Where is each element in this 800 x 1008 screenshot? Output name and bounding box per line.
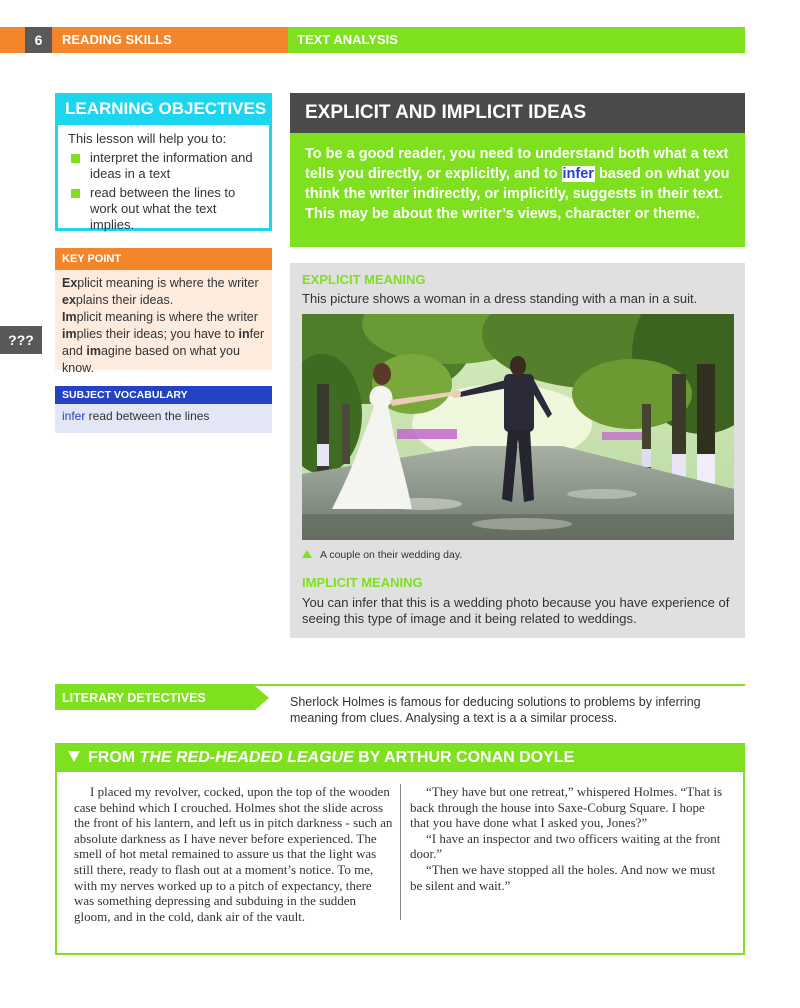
section-title: READING SKILLS xyxy=(52,27,288,53)
square-bullet-icon xyxy=(71,189,80,198)
vocabulary-term: infer xyxy=(62,409,86,423)
extract-column-right xyxy=(410,784,722,893)
learning-objectives-list xyxy=(68,150,259,233)
topic-title: TEXT ANALYSIS xyxy=(288,27,745,53)
explicit-meaning-text: This picture shows a woman in a dress standing with a man in a suit. xyxy=(302,291,698,306)
learning-objectives-box xyxy=(55,125,272,231)
photo-caption: A couple on their wedding day. xyxy=(302,549,462,561)
extract-column-left xyxy=(74,784,394,924)
explicit-implicit-heading: EXPLICIT AND IMPLICIT IDEAS xyxy=(290,93,745,133)
header-accent xyxy=(0,27,25,53)
column-divider xyxy=(400,784,401,920)
explicit-definition: Explicit meaning is where the writer explains their ideas. xyxy=(62,276,259,307)
infer-glossary-link[interactable]: infer xyxy=(562,166,594,182)
objective-item: interpret the information and ideas in a text xyxy=(68,150,259,182)
meaning-panel xyxy=(290,263,745,638)
implicit-meaning-heading: IMPLICIT MEANING xyxy=(302,575,423,590)
tab-arrow-icon xyxy=(255,686,269,710)
explicit-implicit-intro: To be a good reader, you need to understand both what a text tells you directly, or explicitly, and to infer based on what you think the writer indirectly, or implicitly, suggests in their text. This may be about the writer’s views, character or theme. xyxy=(290,133,745,247)
subject-vocabulary-box xyxy=(55,404,272,433)
vocabulary-definition: read between the lines xyxy=(85,409,210,423)
objective-item: read between the lines to work out what the text implies. xyxy=(68,185,259,233)
extract-paragraph: “I have an inspector and two officers waiting at the front door.” xyxy=(410,830,721,862)
explicit-meaning-heading: EXPLICIT MEANING xyxy=(302,272,426,287)
caption-triangle-icon xyxy=(302,550,312,558)
square-bullet-icon xyxy=(71,154,80,163)
extract-paragraph: “Then we have stopped all the holes. And now we must be silent and wait.” xyxy=(410,861,716,893)
learning-objectives-intro: This lesson will help you to: xyxy=(68,131,227,146)
literary-detectives-text: Sherlock Holmes is famous for deducing solutions to problems by inferring meaning from clues. Analysing a text is a a similar process. xyxy=(290,695,701,725)
implicit-definition: Implicit meaning is where the writer implies their ideas; you have to infer and imagine based on what you know. xyxy=(62,310,265,375)
extract-paragraph: “They have but one retreat,” whispered Holmes. “That is back through the house into Saxe-Coburg Square. I hope that you have done what I asked you, Jones?” xyxy=(410,784,722,831)
wedding-photo xyxy=(302,314,734,540)
extract-heading: FROM THE RED-HEADED LEAGUE BY ARTHUR CONAN DOYLE xyxy=(55,743,745,772)
implicit-meaning-text: You can infer that this is a wedding photo because you have experience of seeing this type of image and it being related to weddings. xyxy=(302,595,730,626)
extract-paragraph: I placed my revolver, cocked, upon the top of the wooden case behind which I crouched. Holmes shot the slide across the front of his lantern, and left us in pitch darkness - such an absolute darkness as I have never before experienced. The smell of hot metal remained to assure us that the light was still there, ready to flash out at a moment’s notice. To me, with my nerves worked up to a pitch of expectancy, there was something depressing and subduing in the sudden gloom, and in the cold, dank air of the vault. xyxy=(74,784,393,924)
subject-vocabulary-heading: SUBJECT VOCABULARY xyxy=(55,386,272,404)
extract-box xyxy=(55,772,745,955)
side-tab: ??? xyxy=(0,326,42,354)
key-point-heading: KEY POINT xyxy=(55,248,272,270)
literary-detectives-heading: LITERARY DETECTIVES xyxy=(55,686,255,710)
collapse-triangle-icon xyxy=(68,751,80,762)
learning-objectives-heading: LEARNING OBJECTIVES xyxy=(55,93,272,125)
page-number: 6 xyxy=(25,27,52,53)
key-point-box xyxy=(55,270,272,375)
